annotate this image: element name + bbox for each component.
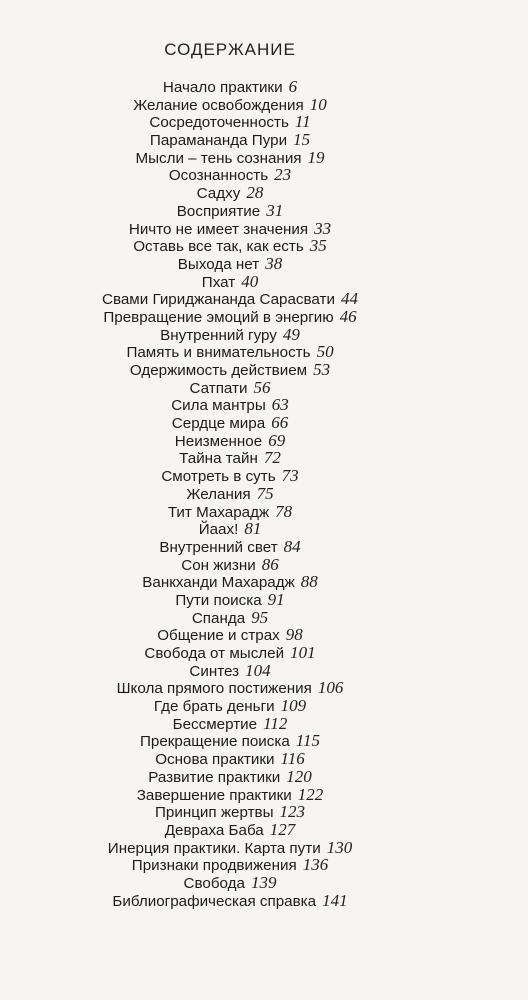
toc-entry-title: Выхода нет [177, 255, 260, 273]
toc-entry [0, 662, 460, 680]
toc-entry-page-number: 35 [309, 236, 327, 256]
toc-entry-title: Превращение эмоций в энергию [103, 308, 334, 326]
toc-entry [0, 184, 460, 202]
toc-entry [0, 131, 460, 149]
toc-entry-page-number: 123 [279, 802, 306, 822]
toc-entry-page-number: 44 [340, 289, 358, 309]
toc-entry-page-number: 73 [281, 466, 299, 486]
toc-entry-title: Начало практики [162, 79, 283, 96]
toc-entry-page-number: 69 [268, 430, 286, 450]
toc-entry-title: Принцип жертвы [154, 804, 274, 822]
toc-entry [0, 78, 460, 96]
toc-entry-title: Бессмертие [172, 715, 258, 733]
toc-entry-page-number: 46 [339, 306, 357, 326]
toc-entry-title: Тайна тайн [179, 450, 258, 468]
toc-entry-title: Неизменное [174, 432, 263, 450]
toc-entry [0, 237, 460, 255]
toc-entry-page-number: 84 [283, 536, 301, 556]
toc-entry-title: Мысли – тень сознания [135, 149, 302, 167]
toc-entry-title: Память и внимательность [126, 344, 311, 362]
toc-entry [0, 839, 460, 857]
toc-entry [0, 343, 460, 361]
toc-entry-title: Парамананда Пури [149, 132, 288, 150]
toc-entry-page-number: 56 [253, 377, 271, 397]
toc-entry [0, 326, 460, 344]
toc-entry-page-number: 15 [293, 130, 311, 150]
toc-entry-title: Инерция практики. Карта пути [107, 839, 321, 857]
toc-entry-title: Девраха Баба [164, 821, 264, 839]
toc-entry-title: Свобода [183, 874, 245, 892]
toc-entry-page-number: 109 [280, 696, 307, 716]
toc-entry [0, 786, 460, 804]
toc-entry-title: Желание освобождения [133, 96, 304, 114]
toc-entry-page-number: 72 [263, 448, 281, 468]
toc-entry-page-number: 78 [275, 501, 293, 521]
toc-entry-title: Внутренний свет [159, 538, 278, 556]
toc-entry-title: Свобода от мыслей [144, 645, 285, 662]
toc-entry-page-number: 112 [263, 713, 288, 733]
toc-entry-title: Внутренний гуру [160, 326, 277, 344]
toc-entry [0, 715, 460, 733]
toc-entry [0, 166, 460, 184]
toc-entry-title: Основа практики [155, 751, 275, 769]
toc-entry-title: Общение и страх [157, 627, 280, 645]
toc-entry [0, 255, 460, 273]
toc-entry [0, 750, 460, 768]
toc-entry-title: Синтез [189, 662, 240, 680]
toc-entry-page-number: 120 [286, 766, 312, 786]
page-title: СОДЕРЖАНИЕ [164, 40, 296, 59]
toc-entry-page-number: 130 [326, 837, 353, 857]
toc-entry [0, 609, 460, 627]
toc-entry-page-number: 31 [266, 200, 284, 220]
toc-entry-title: Пхат [201, 273, 236, 291]
toc-entry-page-number: 91 [267, 589, 285, 609]
toc-entry-page-number: 33 [314, 218, 332, 238]
toc-entry [0, 273, 460, 291]
toc-entry-page-number: 49 [282, 324, 300, 344]
toc-entry-page-number: 95 [251, 607, 269, 627]
toc-entry [0, 697, 460, 715]
toc-entry-page-number: 50 [316, 342, 334, 362]
toc-entry-title: Пути поиска [175, 591, 262, 609]
toc-entry-page-number: 11 [294, 112, 311, 132]
toc-entry-title: Ничто не имеет значения [128, 220, 309, 238]
toc-entry-title: Развитие практики [148, 768, 281, 786]
toc-entry-page-number: 98 [285, 625, 303, 645]
toc-entry [0, 467, 460, 485]
toc-entry-title: Свами Гириджананда Сарасвати [102, 291, 335, 309]
toc-entry-title: Одержимость действием [129, 362, 308, 379]
toc-entry-page-number: 6 [288, 77, 298, 96]
toc-entry-page-number: 116 [280, 749, 305, 769]
toc-entry [0, 449, 460, 467]
toc-entry-page-number: 28 [246, 183, 264, 203]
toc-entry-page-number: 104 [245, 660, 271, 680]
toc-entry [0, 679, 460, 697]
toc-entry-page-number: 66 [271, 413, 289, 433]
toc-entry [0, 573, 460, 591]
toc-entry-page-number: 38 [265, 253, 283, 273]
toc-entry-title: Садху [196, 185, 241, 203]
toc-entry-page-number: 122 [297, 784, 324, 804]
toc-entry [0, 432, 460, 450]
toc-entry [0, 803, 460, 821]
toc-entry-page-number: 81 [244, 519, 262, 539]
toc-entry [0, 538, 460, 556]
toc-entry [0, 626, 460, 644]
toc-entry-title: Библиографическая справка [112, 892, 317, 910]
toc-entry [0, 644, 460, 662]
toc-entry [0, 892, 460, 910]
toc-entry-page-number: 86 [261, 554, 279, 574]
toc-entry-title: Спанда [191, 609, 246, 627]
toc-entry [0, 308, 460, 326]
toc-entry-page-number: 40 [241, 271, 259, 291]
toc-entry [0, 732, 460, 750]
toc-entry-page-number: 53 [313, 360, 331, 379]
toc-entry-title: Сатпати [189, 379, 248, 397]
toc-entry-title: Прекращение поиска [139, 733, 290, 751]
toc-entry [0, 290, 460, 308]
toc-entry [0, 96, 460, 114]
toc-entry-title: Где брать деньги [153, 698, 275, 716]
toc-entry-page-number: 139 [250, 872, 277, 892]
toc-entry-title: Сон жизни [181, 556, 256, 574]
toc-entry [0, 821, 460, 839]
toc-entry [0, 485, 460, 503]
toc-entry-page-number: 127 [269, 819, 296, 839]
toc-entry-page-number: 106 [317, 678, 344, 698]
table-of-contents [0, 78, 460, 909]
toc-entry [0, 556, 460, 574]
toc-entry [0, 520, 460, 538]
toc-entry [0, 874, 460, 892]
toc-entry-title: Тит Махарадж [167, 503, 270, 521]
toc-entry-title: Признаки продвижения [131, 857, 297, 875]
toc-entry-title: Сосредоточенность [149, 114, 289, 132]
toc-entry-title: Завершение практики [136, 786, 292, 804]
toc-entry-page-number: 115 [295, 731, 321, 751]
toc-entry-title: Ванкханди Махарадж [142, 574, 295, 592]
toc-entry-page-number: 23 [274, 165, 292, 185]
toc-entry [0, 591, 460, 609]
toc-entry [0, 202, 460, 220]
toc-entry-title: Сила мантры [171, 397, 266, 415]
toc-entry-title: Восприятие [176, 202, 261, 220]
toc-entry [0, 361, 460, 379]
toc-entry-page-number: 10 [309, 94, 327, 114]
toc-entry [0, 414, 460, 432]
toc-entry [0, 220, 460, 238]
toc-entry-title: Сердце мира [171, 415, 266, 433]
toc-entry [0, 768, 460, 786]
toc-entry-page-number: 75 [256, 483, 274, 503]
toc-entry [0, 503, 460, 521]
toc-entry [0, 379, 460, 397]
toc-entry-page-number: 19 [307, 147, 325, 167]
toc-entry [0, 856, 460, 874]
toc-entry-title: Осознанность [168, 167, 269, 185]
toc-entry [0, 396, 460, 414]
toc-entry-title: Школа прямого постижения [116, 680, 312, 698]
toc-entry-page-number: 141 [322, 890, 348, 910]
toc-entry-page-number: 136 [302, 855, 329, 875]
toc-entry [0, 113, 460, 131]
toc-entry-page-number: 88 [300, 572, 318, 592]
toc-entry-title: Желания [186, 485, 251, 503]
toc-entry-title: Оставь все так, как есть [133, 238, 304, 256]
toc-entry [0, 149, 460, 167]
toc-entry-title: Смотреть в суть [161, 468, 276, 486]
toc-entry-page-number: 63 [271, 395, 289, 415]
toc-entry-page-number: 101 [290, 643, 316, 662]
toc-entry-title: Йаах! [198, 521, 239, 539]
